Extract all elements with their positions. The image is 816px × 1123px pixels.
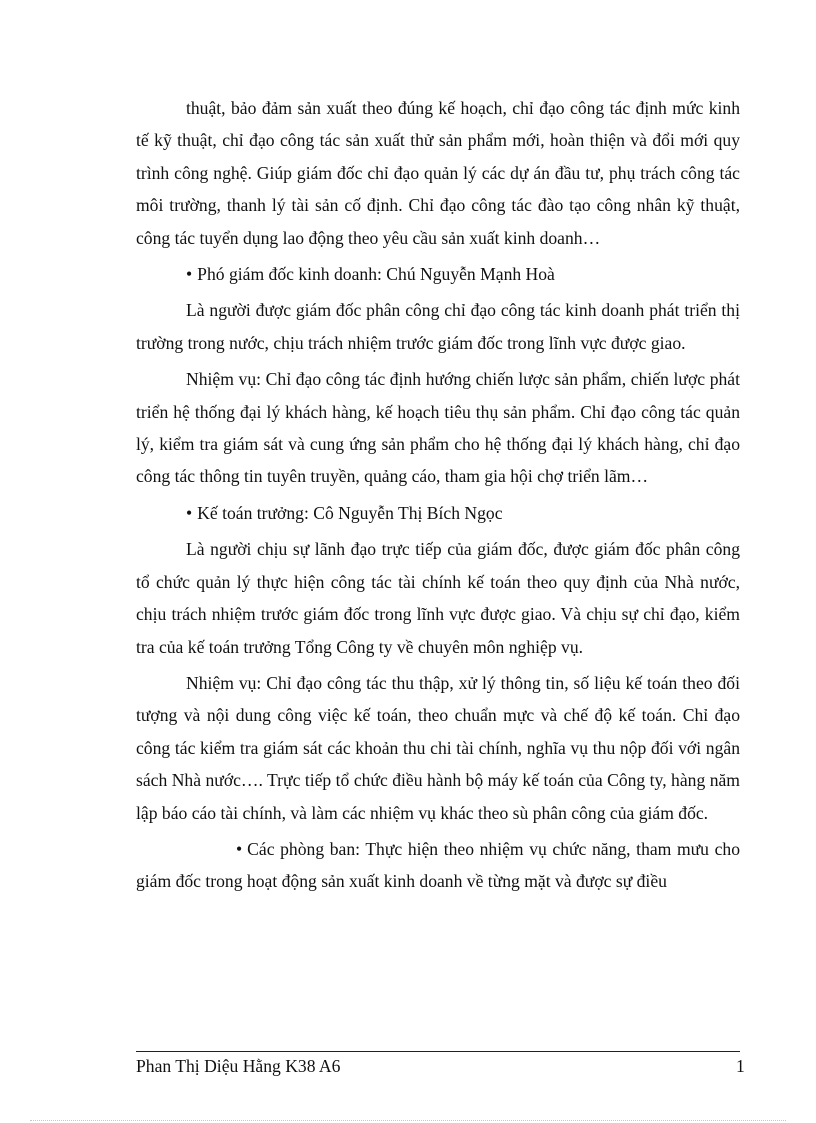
bullet-icon: •	[186, 502, 193, 523]
bullet-icon: •	[186, 264, 193, 285]
paragraph-deputy-role: Là người được giám đốc phân công chỉ đạo công tác kinh doanh phát triển thị trường trong nước, chịu trách nhiệm trước giám đốc trong lĩnh vực được giao.	[136, 300, 740, 353]
bullet-icon: •	[236, 838, 243, 859]
paragraph-technical-duties: thuật, bảo đảm sản xuất theo đúng kế hoạch, chỉ đạo công tác định mức kinh tế kỹ thuật, chỉ đạo công tác sản xuất thử sản phẩm mới, hoàn thiện và đổi mới quy trình công nghệ. Giúp giám đốc chỉ đạo quản lý các dự án đầu tư, phụ trách công tác môi trường, thanh lý tài sản cố định. Chỉ đạo công tác đào tạo công nhân kỹ thuật, công tác tuyển dụng lao động theo yêu cầu sản xuất kinh doanh…	[136, 98, 740, 248]
bullet-text: Các phòng ban: Thực hiện theo nhiệm vụ chức năng, tham mưu cho giám đốc trong hoạt động sản xuất kinh doanh về từng mặt và được sự điều	[136, 838, 740, 892]
bullet-deputy-director-business	[136, 258, 740, 290]
bullet-text: Phó giám đốc kinh doanh: Chú Nguyễn Mạnh Hoà	[197, 264, 555, 285]
paragraph-deputy-duties: Nhiệm vụ: Chỉ đạo công tác định hướng chiến lược sản phẩm, chiến lược phát triển hệ thống đại lý khách hàng, kế hoạch tiêu thụ sản phẩm. Chỉ đạo công tác quản lý, kiểm tra giám sát và cung ứng sản phẩm cho hệ thống đại lý khách hàng, chỉ đạo công tác thông tin tuyên truyền, quảng cáo, tham gia hội chợ triển lãm…	[136, 369, 740, 487]
page-bottom-edge	[30, 1120, 786, 1121]
bullet-chief-accountant	[136, 497, 740, 529]
bullet-text: Kế toán trưởng: Cô Nguyễn Thị Bích Ngọc	[197, 502, 503, 523]
bullet-departments	[136, 833, 740, 898]
footer-divider	[136, 1051, 740, 1052]
paragraph-accountant-duties: Nhiệm vụ: Chỉ đạo công tác thu thập, xử lý thông tin, số liệu kế toán theo đối tượng và nội dung công việc kế toán, theo chuẩn mực và chế độ kế toán. Chỉ đạo công tác kiểm tra giám sát các khoản thu chi tài chính, nghĩa vụ thu nộp đối với ngân sách Nhà nước…. Trực tiếp tổ chức điều hành bộ máy kế toán của Công ty, hàng năm lập báo cáo tài chính, và làm các nhiệm vụ khác theo sù phân công của giám đốc.	[136, 672, 740, 823]
footer-author: Phan Thị Diệu Hằng K38 A6	[136, 1056, 341, 1076]
body-text	[136, 92, 740, 898]
paragraph-accountant-role: Là người chịu sự lãnh đạo trực tiếp của giám đốc, được giám đốc phân công tổ chức quản lý thực hiện công tác tài chính kế toán theo quy định của Nhà nước, chịu trách nhiệm trước giám đốc trong lĩnh vực được giao. Và chịu sự chỉ đạo, kiểm tra của kế toán trưởng Tổng Công ty về chuyên môn nghiệp vụ.	[136, 539, 740, 657]
page-number: 1	[736, 1056, 745, 1076]
